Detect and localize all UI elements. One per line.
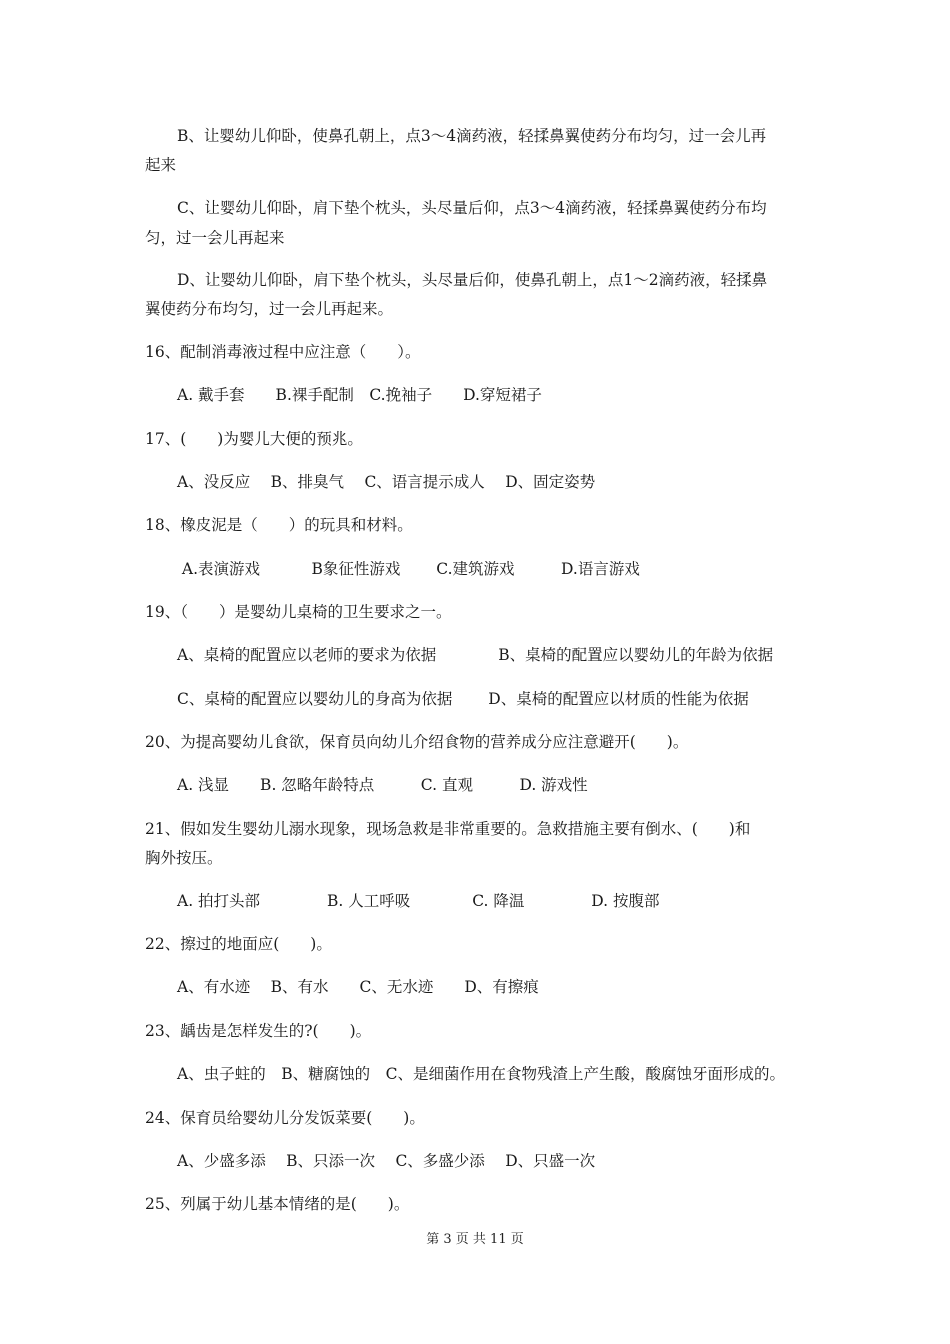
option-c-line2: 匀，过一会儿再起来 [145,229,285,247]
option-d-line1: D、让婴幼儿仰卧，肩下垫个枕头，头尽量后仰，使鼻孔朝上，点1～2滴药液，轻揉鼻 [177,271,768,289]
question-23: 23、龋齿是怎样发生的?( )。 [145,1022,372,1040]
question-21-line1: 21、假如发生婴幼儿溺水现象，现场急救是非常重要的。急救措施主要有倒水、( )和 [145,820,751,838]
question-19-options-1: A、桌椅的配置应以老师的要求为依据 B、桌椅的配置应以婴幼儿的年龄为依据 [177,646,774,664]
question-20: 20、为提高婴幼儿食欲，保育员向幼儿介绍食物的营养成分应注意避开( )。 [145,733,689,751]
question-21-options: A. 拍打头部 B. 人工呼吸 C. 降温 D. 按腹部 [177,892,660,910]
question-24-options: A、少盛多添 B、只添一次 C、多盛少添 D、只盛一次 [177,1152,596,1170]
question-22: 22、擦过的地面应( )。 [145,935,332,953]
question-16: 16、配制消毒液过程中应注意（ ）。 [145,343,421,361]
question-17-options: A、没反应 B、排臭气 C、语言提示成人 D、固定姿势 [177,473,596,491]
question-17: 17、( )为婴儿大便的预兆。 [145,430,363,448]
question-21-line2: 胸外按压。 [145,849,223,867]
question-25: 25、列属于幼儿基本情绪的是( )。 [145,1195,410,1213]
question-19-options-2: C、桌椅的配置应以婴幼儿的身高为依据 D、桌椅的配置应以材质的性能为依据 [177,690,749,708]
option-b-line1: B、让婴幼儿仰卧，使鼻孔朝上，点3～4滴药液，轻揉鼻翼使药分布均匀，过一会儿再 [177,127,767,145]
option-c-line1: C、让婴幼儿仰卧，肩下垫个枕头，头尽量后仰，点3～4滴药液，轻揉鼻翼使药分布均 [177,199,767,217]
question-18: 18、橡皮泥是（ ）的玩具和材料。 [145,516,413,534]
question-24: 24、保育员给婴幼儿分发饭菜要( )。 [145,1109,425,1127]
page-footer: 第 3 页 共 11 页 [426,1232,524,1247]
question-18-options: A.表演游戏 B象征性游戏 C.建筑游戏 D.语言游戏 [177,560,640,578]
option-b-line2: 起来 [145,156,177,174]
question-19: 19、（ ）是婴幼儿桌椅的卫生要求之一。 [145,603,452,621]
question-16-options: A. 戴手套 B.裸手配制 C.挽袖子 D.穿短裙子 [177,386,542,404]
option-d-line2: 翼使药分布均匀，过一会儿再起来。 [145,300,394,318]
question-22-options: A、有水迹 B、有水 C、无水迹 D、有擦痕 [177,978,539,996]
question-23-options: A、虫子蛀的 B、糖腐蚀的 C、是细菌作用在食物残渣上产生酸，酸腐蚀牙面形成的。 [177,1065,785,1083]
question-20-options: A. 浅显 B. 忽略年龄特点 C. 直观 D. 游戏性 [177,776,588,794]
